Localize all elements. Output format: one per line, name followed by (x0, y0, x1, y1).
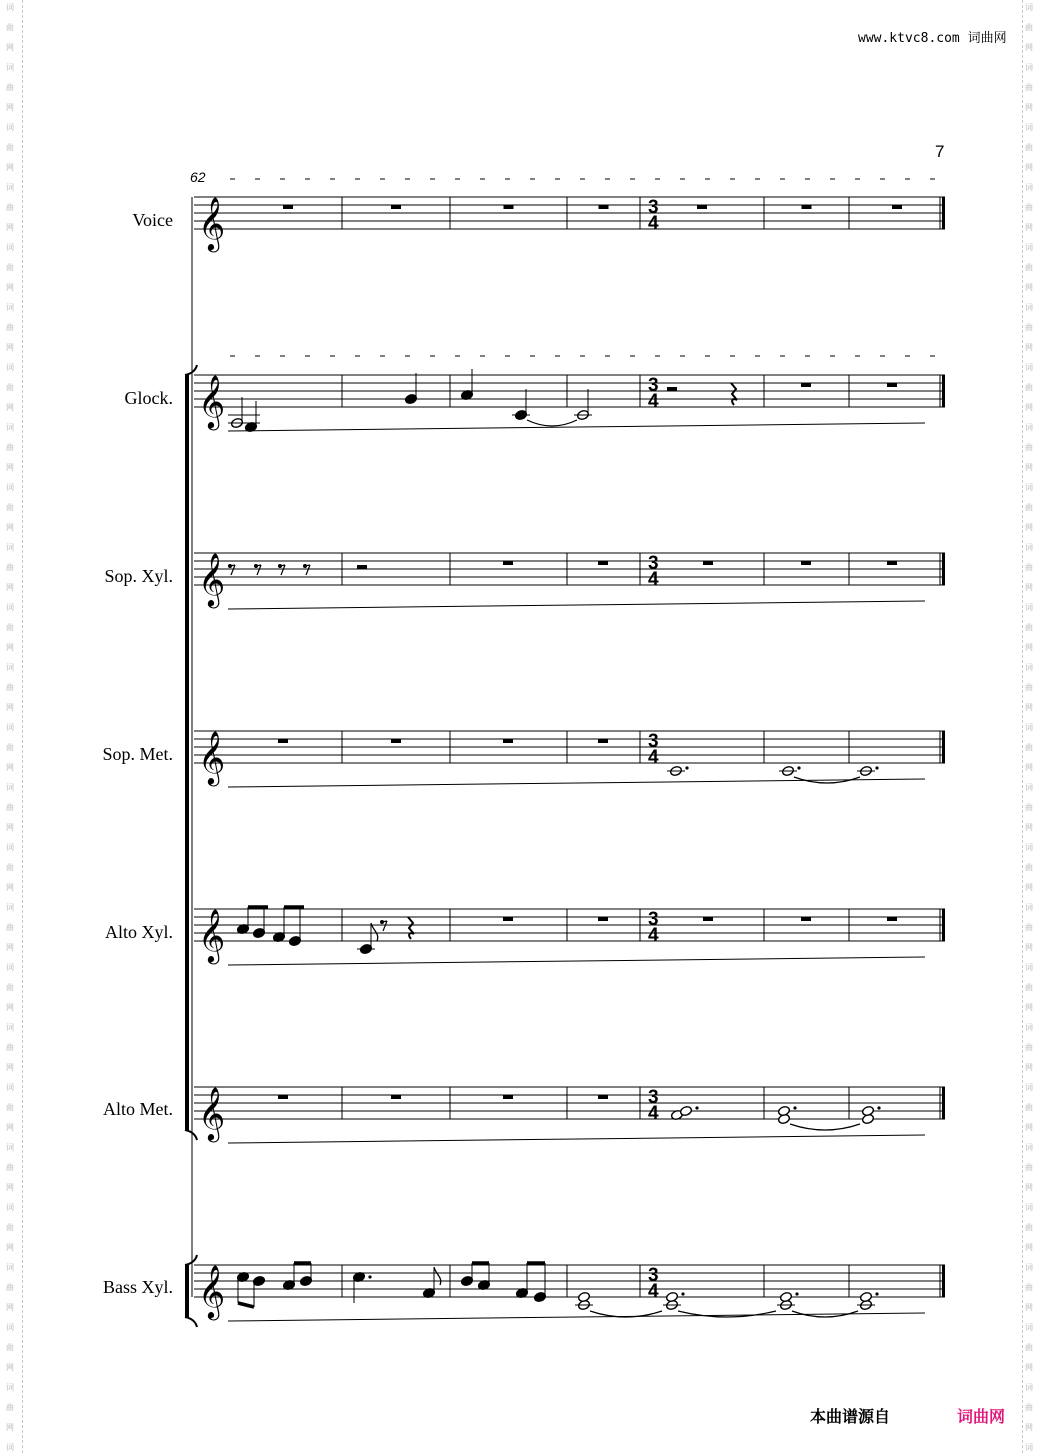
time-signature-numerator: 3 (648, 731, 659, 752)
watermark-char: 词 (6, 603, 14, 612)
final-bar-thick (942, 1087, 945, 1119)
watermark-char: 曲 (6, 323, 14, 332)
watermark-char: 网 (6, 283, 14, 292)
watermark-char: 网 (1025, 523, 1033, 532)
whole-rest (599, 205, 609, 209)
whole-rest (801, 561, 811, 565)
note-dot (685, 766, 688, 769)
watermark-char: 词 (6, 3, 14, 12)
note-dot (797, 766, 800, 769)
watermark-char: 词 (1025, 1263, 1033, 1272)
watermark-char: 网 (1025, 343, 1033, 352)
whole-rest (703, 917, 713, 921)
note-dot (695, 1106, 698, 1109)
final-bar-thick (942, 553, 945, 585)
watermark-char: 网 (1025, 883, 1033, 892)
final-bar-thick (942, 1265, 945, 1297)
footer-brand-text: 词曲网 (957, 1407, 1006, 1426)
watermark-char: 网 (6, 823, 14, 832)
whole-rest (598, 917, 608, 921)
note-flag (434, 1267, 441, 1285)
note-tie (527, 420, 577, 426)
watermark-char: 网 (6, 1423, 14, 1432)
watermark-char: 词 (1025, 1023, 1033, 1032)
watermark-char: 网 (1025, 763, 1033, 772)
watermark-char: 词 (1025, 1203, 1033, 1212)
watermark-char: 词 (6, 783, 14, 792)
whole-rest (598, 1095, 608, 1099)
watermark-char: 曲 (1025, 23, 1033, 32)
whole-rest (391, 205, 401, 209)
bass-bracket-hook-bottom (185, 1317, 197, 1327)
watermark-char: 网 (1025, 1063, 1033, 1072)
time-signature-denominator: 4 (648, 1281, 659, 1302)
watermark-char: 网 (1025, 943, 1033, 952)
watermark-char: 网 (1025, 1363, 1033, 1372)
watermark-char: 词 (6, 1323, 14, 1332)
watermark-char: 曲 (1025, 383, 1033, 392)
watermark-char: 词 (1025, 963, 1033, 972)
watermark-char: 词 (1025, 363, 1033, 372)
watermark-char: 曲 (1025, 923, 1033, 932)
watermark-char: 曲 (6, 1223, 14, 1232)
watermark-char: 词 (1025, 1323, 1033, 1332)
whole-rest (887, 383, 897, 387)
final-bar-thick (942, 731, 945, 763)
whole-rest (598, 739, 608, 743)
instrument-group-bracket (185, 375, 189, 1130)
watermark-char: 曲 (6, 803, 14, 812)
whole-rest (391, 1095, 401, 1099)
watermark-char: 词 (1025, 183, 1033, 192)
notehead (859, 1291, 872, 1302)
watermark-char: 网 (6, 343, 14, 352)
instrument-label-alto-met: Alto Met. (103, 1099, 173, 1119)
whole-rest (697, 205, 707, 209)
watermark-char: 词 (6, 1023, 14, 1032)
whole-rest (391, 739, 401, 743)
watermark-char: 网 (6, 163, 14, 172)
note-dot (875, 1292, 878, 1295)
whole-rest (892, 205, 902, 209)
watermark-char: 曲 (1025, 1163, 1033, 1172)
watermark-char: 词 (1025, 543, 1033, 552)
header-site-text: www.ktvc8.com 词曲网 (858, 31, 1007, 46)
whole-rest (503, 1095, 513, 1099)
note-dot (877, 1106, 880, 1109)
watermark-char: 词 (6, 183, 14, 192)
time-signature-denominator: 4 (648, 213, 659, 234)
bass-bracket-hook-top (185, 1255, 197, 1265)
watermark-char: 网 (1025, 1003, 1033, 1012)
watermark-char: 网 (1025, 43, 1033, 52)
watermark-char: 网 (6, 583, 14, 592)
watermark-char: 词 (1025, 1443, 1033, 1452)
notehead (861, 1105, 874, 1116)
watermark-char: 网 (6, 1183, 14, 1192)
watermark-char: 词 (6, 63, 14, 72)
time-signature-denominator: 4 (648, 569, 659, 590)
time-signature-denominator: 4 (648, 925, 659, 946)
time-signature-numerator: 3 (648, 1265, 659, 1286)
watermark-char: 网 (6, 763, 14, 772)
watermark-char: 网 (1025, 1183, 1033, 1192)
watermark-char: 网 (6, 463, 14, 472)
watermark-char: 曲 (1025, 1343, 1033, 1352)
watermark-char: 网 (6, 523, 14, 532)
time-signature-numerator: 3 (648, 1087, 659, 1108)
watermark-char: 网 (1025, 583, 1033, 592)
time-signature-numerator: 3 (648, 375, 659, 396)
whole-rest (801, 917, 811, 921)
watermark-char: 词 (6, 243, 14, 252)
whole-rest (283, 205, 293, 209)
watermark-char: 词 (6, 843, 14, 852)
final-bar-thick (942, 375, 945, 407)
whole-rest (887, 917, 897, 921)
time-signature-denominator: 4 (648, 747, 659, 768)
watermark-char: 词 (1025, 63, 1033, 72)
whole-rest (802, 205, 812, 209)
watermark-char: 词 (6, 303, 14, 312)
watermark-char: 曲 (6, 503, 14, 512)
watermark-char: 网 (6, 703, 14, 712)
watermark-char: 曲 (6, 923, 14, 932)
treble-clef-icon: 𝄞 (198, 1086, 226, 1140)
watermark-char: 曲 (6, 263, 14, 272)
watermark-char: 曲 (1025, 203, 1033, 212)
note-dot (793, 1106, 796, 1109)
watermark-char: 网 (6, 943, 14, 952)
time-signature-denominator: 4 (648, 1103, 659, 1124)
watermark-char: 曲 (1025, 683, 1033, 692)
watermark-char: 词 (1025, 483, 1033, 492)
whole-rest (503, 917, 513, 921)
watermark-char: 词 (1025, 843, 1033, 852)
watermark-char: 曲 (6, 623, 14, 632)
watermark-char: 网 (1025, 223, 1033, 232)
watermark-char: 曲 (1025, 1223, 1033, 1232)
treble-clef-icon: 𝄞 (198, 730, 226, 784)
instrument-label-bass-xyl: Bass Xyl. (102, 1277, 173, 1297)
note-tie (790, 1124, 860, 1130)
watermark-char: 曲 (1025, 563, 1033, 572)
watermark-char: 网 (1025, 463, 1033, 472)
watermark-char: 词 (6, 1443, 14, 1452)
system-guide-line (228, 423, 925, 431)
watermark-char: 网 (6, 1003, 14, 1012)
watermark-char: 曲 (6, 1283, 14, 1292)
notehead (665, 1291, 678, 1302)
watermark-char: 词 (6, 903, 14, 912)
watermark-char: 网 (1025, 1423, 1033, 1432)
watermark-char: 网 (6, 883, 14, 892)
watermark-char: 词 (6, 1263, 14, 1272)
watermark-char: 曲 (1025, 443, 1033, 452)
watermark-char: 词 (6, 1083, 14, 1092)
watermark-char: 曲 (1025, 83, 1033, 92)
watermark-char: 词 (6, 1203, 14, 1212)
watermark-char: 曲 (6, 443, 14, 452)
watermark-char: 网 (1025, 703, 1033, 712)
watermark-char: 网 (6, 1243, 14, 1252)
watermark-char: 网 (6, 1063, 14, 1072)
watermark-char: 词 (1025, 3, 1033, 12)
whole-rest (703, 561, 713, 565)
watermark-char: 曲 (6, 1163, 14, 1172)
watermark-char: 曲 (1025, 503, 1033, 512)
watermark-char: 曲 (6, 23, 14, 32)
watermark-char: 词 (6, 963, 14, 972)
half-rest (357, 565, 367, 569)
page-number: 7 (935, 142, 945, 161)
final-bar-thick (942, 909, 945, 941)
time-signature-denominator: 4 (648, 391, 659, 412)
watermark-char: 曲 (6, 383, 14, 392)
note-dot (368, 1275, 371, 1278)
watermark-char: 网 (6, 43, 14, 52)
watermark-char: 曲 (6, 1043, 14, 1052)
watermark-char: 曲 (1025, 1283, 1033, 1292)
bracket-hook-top (185, 365, 197, 375)
note-dot (681, 1292, 684, 1295)
watermark-char: 曲 (1025, 623, 1033, 632)
notehead (777, 1105, 790, 1116)
note-dot (875, 766, 878, 769)
whole-rest (278, 1095, 288, 1099)
whole-rest (801, 383, 811, 387)
watermark-char: 词 (6, 483, 14, 492)
quarter-rest (408, 917, 414, 939)
watermark-char: 词 (6, 1143, 14, 1152)
quarter-rest (731, 383, 737, 405)
watermark-char: 网 (1025, 1303, 1033, 1312)
treble-clef-icon: 𝄞 (198, 552, 226, 606)
watermark-char: 曲 (6, 563, 14, 572)
watermark-char: 曲 (1025, 863, 1033, 872)
watermark-char: 词 (6, 543, 14, 552)
instrument-label-sop-xyl: Sop. Xyl. (104, 566, 173, 586)
watermark-char: 词 (1025, 1083, 1033, 1092)
whole-rest (887, 561, 897, 565)
watermark-char: 词 (6, 723, 14, 732)
whole-rest (503, 561, 513, 565)
time-signature-numerator: 3 (648, 197, 659, 218)
watermark-char: 网 (6, 103, 14, 112)
notehead (779, 1291, 792, 1302)
watermark-char: 网 (1025, 1123, 1033, 1132)
watermark-char: 曲 (6, 683, 14, 692)
watermark-char: 曲 (1025, 743, 1033, 752)
watermark-char: 词 (1025, 723, 1033, 732)
watermark-char: 词 (6, 423, 14, 432)
watermark-char: 网 (1025, 823, 1033, 832)
treble-clef-icon: 𝄞 (198, 1264, 226, 1318)
watermark-char: 网 (1025, 403, 1033, 412)
note-beam (238, 1303, 254, 1307)
watermark-char: 词 (1025, 903, 1033, 912)
bracket-hook-bottom (185, 1130, 197, 1140)
watermark-char: 词 (1025, 1143, 1033, 1152)
measure-number: 62 (190, 169, 206, 185)
watermark-char: 词 (1025, 663, 1033, 672)
watermark-char: 曲 (6, 743, 14, 752)
instrument-label-voice: Voice (132, 210, 173, 230)
time-signature-numerator: 3 (648, 553, 659, 574)
watermark-char: 曲 (1025, 1043, 1033, 1052)
watermark-char: 网 (6, 1303, 14, 1312)
watermark-char: 词 (6, 123, 14, 132)
watermark-char: 曲 (6, 1343, 14, 1352)
final-bar-thick (942, 197, 945, 229)
watermark-char: 词 (1025, 783, 1033, 792)
watermark-char: 词 (6, 363, 14, 372)
watermark-char: 曲 (1025, 143, 1033, 152)
watermark-char: 网 (1025, 643, 1033, 652)
whole-rest (598, 561, 608, 565)
note-dot (795, 1292, 798, 1295)
watermark-char: 词 (1025, 603, 1033, 612)
instrument-label-sop-met: Sop. Met. (102, 744, 173, 764)
watermark-char: 曲 (6, 863, 14, 872)
watermark-char: 曲 (6, 143, 14, 152)
system-guide-line (228, 601, 925, 609)
watermark-char: 曲 (1025, 263, 1033, 272)
watermark-char: 曲 (1025, 1103, 1033, 1112)
watermark-char: 曲 (1025, 983, 1033, 992)
watermark-char: 词 (6, 663, 14, 672)
whole-rest (504, 205, 514, 209)
watermark-char: 曲 (1025, 323, 1033, 332)
watermark-char: 曲 (6, 1103, 14, 1112)
watermark-char: 网 (1025, 163, 1033, 172)
time-signature-numerator: 3 (648, 909, 659, 930)
watermark-char: 网 (1025, 103, 1033, 112)
treble-clef-icon: 𝄞 (198, 374, 226, 428)
watermark-char: 曲 (1025, 803, 1033, 812)
watermark-char: 网 (6, 1363, 14, 1372)
watermark-char: 曲 (6, 83, 14, 92)
watermark-char: 词 (1025, 303, 1033, 312)
watermark-char: 网 (6, 1123, 14, 1132)
watermark-char: 曲 (1025, 1403, 1033, 1412)
watermark-char: 曲 (6, 203, 14, 212)
notehead (577, 1291, 590, 1302)
bass-bracket (185, 1265, 189, 1317)
footer-source-text: 本曲谱源自 (810, 1407, 891, 1426)
watermark-char: 词 (1025, 1383, 1033, 1392)
system-guide-line (228, 957, 925, 965)
half-rest (667, 387, 677, 391)
whole-rest (278, 739, 288, 743)
watermark-char: 网 (1025, 283, 1033, 292)
system-guide-line (228, 1135, 925, 1143)
treble-clef-icon: 𝄞 (198, 196, 226, 250)
watermark-char: 词 (1025, 123, 1033, 132)
instrument-label-alto-xyl: Alto Xyl. (104, 922, 173, 942)
watermark-char: 网 (6, 643, 14, 652)
watermark-char: 词 (1025, 423, 1033, 432)
watermark-char: 网 (6, 223, 14, 232)
instrument-label-glock: Glock. (124, 388, 173, 408)
watermark-char: 词 (6, 1383, 14, 1392)
whole-rest (503, 739, 513, 743)
watermark-char: 网 (1025, 1243, 1033, 1252)
treble-clef-icon: 𝄞 (198, 908, 226, 962)
note-flag (371, 923, 378, 941)
watermark-char: 曲 (6, 1403, 14, 1412)
watermark-char: 网 (6, 403, 14, 412)
watermark-char: 曲 (6, 983, 14, 992)
watermark-char: 词 (1025, 243, 1033, 252)
